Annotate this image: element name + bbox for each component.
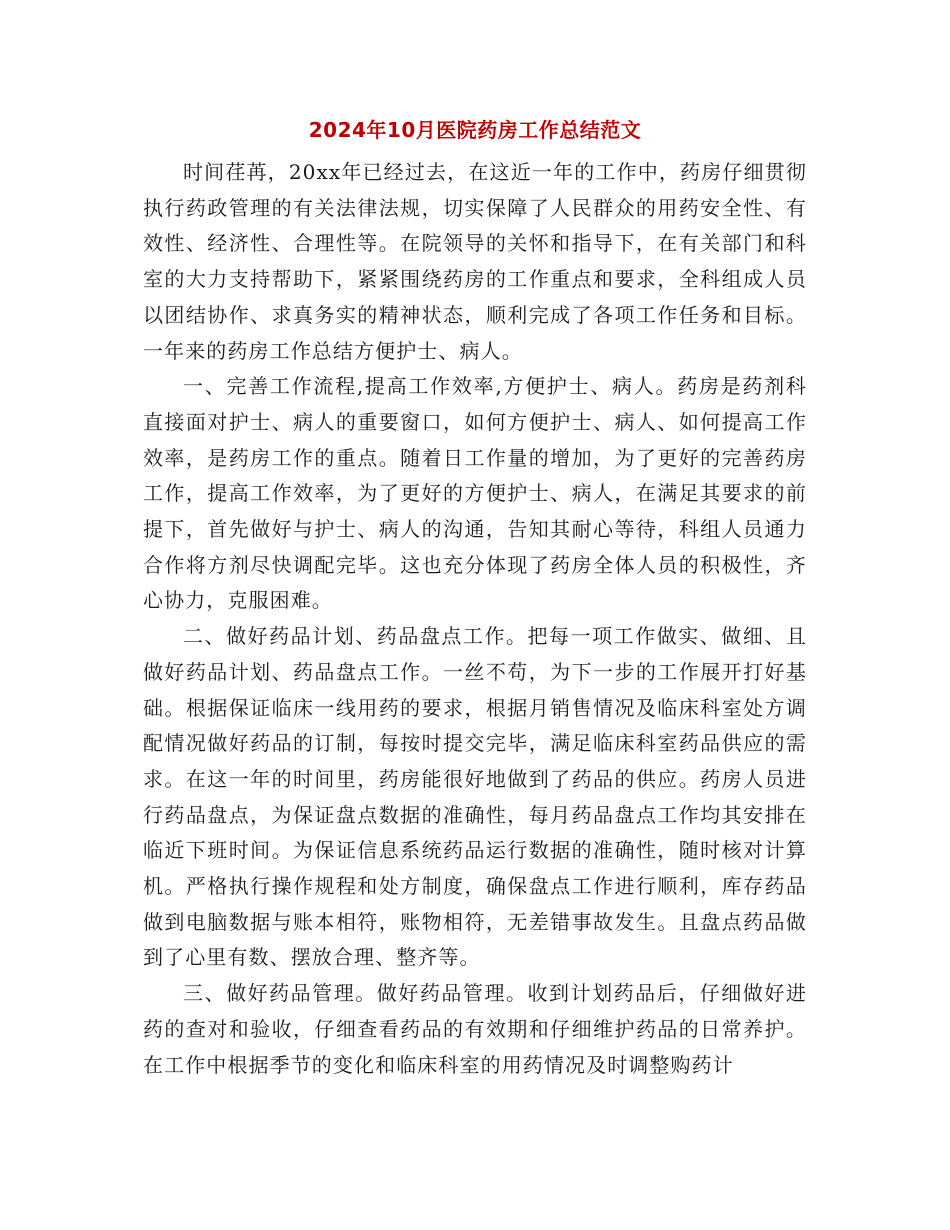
paragraph-section-3: 三、做好药品管理。做好药品管理。收到计划药品后，仔细做好进药的查对和验收，仔细查看药品的有效期和仔细维护药品的日常养护。在工作中根据季节的变化和临床科室的用药情况及时调整购药计 (143, 981, 807, 1077)
paragraph-intro: 时间荏苒，20xx年已经过去，在这近一年的工作中，药房仔细贯彻执行药政管理的有关法律法规，切实保障了人民群众的用药安全性、有效性、经济性、合理性等。在院领导的关怀和指导下，在有关部门和科室的大力支持帮助下，紧紧围绕药房的工作重点和要求，全科组成人员以团结协作、求真务实的精神状态，顺利完成了各项工作任务和目标。一年来的药房工作总结方便护士、病人。 (143, 160, 807, 363)
paragraph-section-2: 二、做好药品计划、药品盘点工作。把每一项工作做实、做细、且做好药品计划、药品盘点工作。一丝不苟，为下一步的工作展开打好基础。根据保证临床一线用药的要求，根据月销售情况及临床科室处方调配情况做好药品的订制，每按时提交完毕，满足临床科室药品供应的需求。在这一年的时间里，药房能很好地做到了药品的供应。药房人员进行药品盘点，为保证盘点数据的准确性，每月药品盘点工作均其安排在临近下班时间。为保证信息系统药品运行数据的准确性，随时核对计算机。严格执行操作规程和处方制度，确保盘点工作进行顺利，库存药品做到电脑数据与账本相符，账物相符，无差错事故发生。且盘点药品做到了心里有数、摆放合理、整齐等。 (143, 624, 807, 970)
document-body (143, 155, 807, 1083)
document-title: 2024年10月医院药房工作总结范文 (308, 118, 642, 142)
paragraph-section-1: 一、完善工作流程,提高工作效率,方便护士、病人。药房是药剂科直接面对护士、病人的重要窗口，如何方便护士、病人、如何提高工作效率，是药房工作的重点。随着日工作量的增加，为了更好的完善药房工作，提高工作效率，为了更好的方便护士、病人，在满足其要求的前提下，首先做好与护士、病人的沟通，告知其耐心等待，科组人员通力合作将方剂尽快调配完毕。这也充分体现了药房全体人员的积极性，齐心协力，克服困难。 (143, 374, 807, 613)
